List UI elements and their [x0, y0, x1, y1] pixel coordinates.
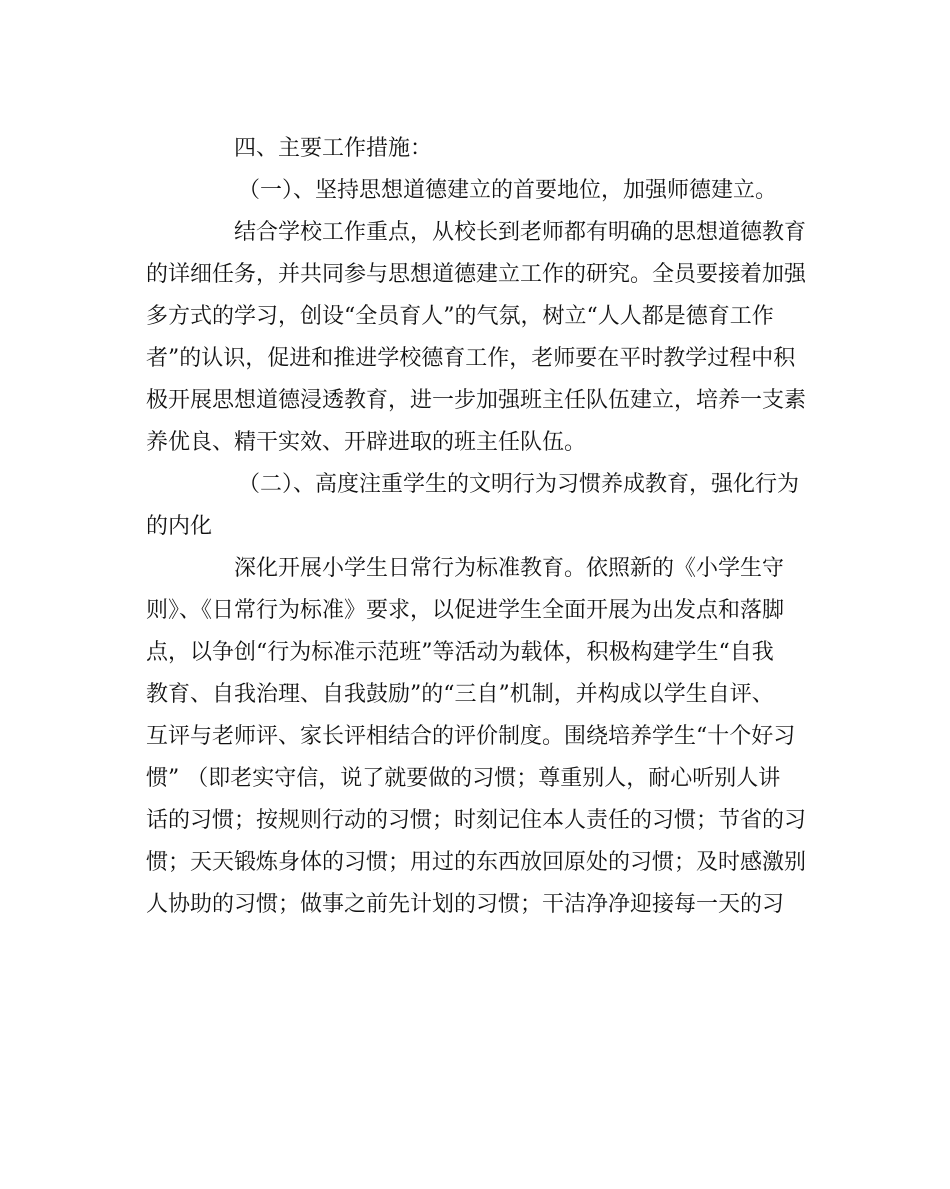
paragraph-2-line-7: 话的习惯；按规则行动的习惯；时刻记住本人责任的习惯；节省的习 [146, 808, 807, 833]
paragraph-1-line-6: 养优良、精干实效、开辟进取的班主任队伍。 [146, 430, 587, 455]
paragraph-1-line-5: 极开展思想道德浸透教育，进一步加强班主任队伍建立，培养一支素 [146, 388, 807, 413]
paragraph-1-line-1: 结合学校工作重点，从校长到老师都有明确的思想道德教育 [234, 220, 807, 245]
paragraph-2-line-3: 点，以争创“行为标准示范班”等活动为载体，积极构建学生“自我 [146, 640, 774, 665]
paragraph-2-line-9: 人协助的习惯；做事之前先计划的习惯；干洁净净迎接每一天的习 [146, 892, 785, 917]
subsection-heading-2-line-2: 的内化 [146, 514, 213, 539]
section-heading: 四、主要工作措施： [234, 136, 433, 161]
paragraph-2-line-8: 惯；天天锻炼身体的习惯；用过的东西放回原处的习惯；及时感激别 [146, 850, 807, 875]
subsection-heading-1: （一）、坚持思想道德建立的首要地位，加强师德建立。 [238, 178, 778, 203]
paragraph-2-line-2: 则》、《日常行为标准》要求，以促进学生全面开展为出发点和落脚 [146, 598, 785, 623]
paragraph-2-line-1: 深化开展小学生日常行为标准教育。依照新的《小学生守 [234, 556, 785, 581]
paragraph-1-line-3: 多方式的学习，创设“全员育人”的气氛，树立“人人都是德育工作 [146, 304, 774, 329]
paragraph-2-line-6: 惯” （即老实守信，说了就要做的习惯；尊重别人，耐心听别人讲 [146, 766, 781, 791]
paragraph-2-line-5: 互评与老师评、家长评相结合的评价制度。围绕培养学生“十个好习 [146, 724, 796, 749]
document-body [146, 128, 806, 926]
paragraph-1-line-2: 的详细任务，并共同参与思想道德建立工作的研究。全员要接着加强 [146, 262, 807, 287]
subsection-heading-2-line-1: （二）、高度注重学生的文明行为习惯养成教育，强化行为 [238, 472, 800, 497]
paragraph-1-line-4: 者”的认识，促进和推进学校德育工作，老师要在平时教学过程中积 [146, 346, 796, 371]
paragraph-2-line-4: 教育、自我治理、自我鼓励”的“三自”机制，并构成以学生自评、 [146, 682, 774, 707]
